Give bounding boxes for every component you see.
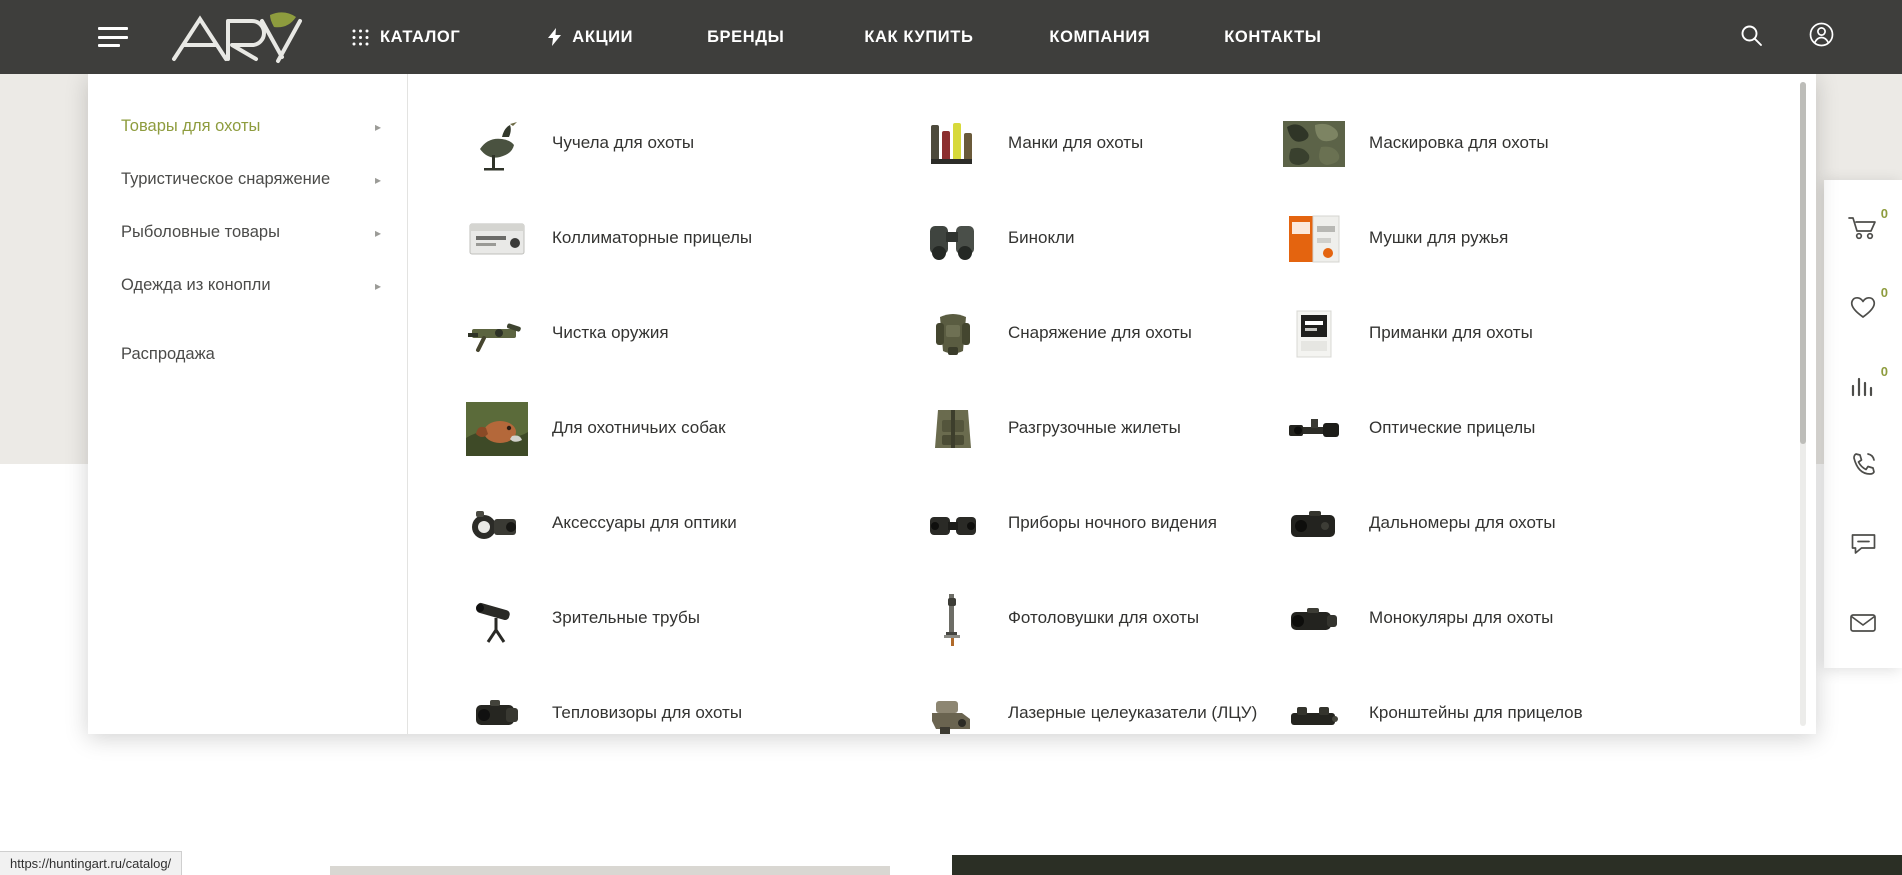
gun-cleaning-kit-thumb — [466, 303, 528, 365]
category-item-lures[interactable] — [1277, 286, 1816, 381]
phone-icon — [1850, 451, 1877, 478]
category-item-rangefinders[interactable] — [1277, 476, 1816, 571]
chevron-right-icon: ▸ — [374, 119, 381, 134]
page-background-strip — [330, 866, 890, 875]
sidebar-item-label: Туристическое снаряжение — [121, 170, 331, 188]
category-label: Фотоловушки для охоты — [1008, 608, 1200, 628]
category-label: Разгрузочные жилеты — [1008, 418, 1181, 438]
nav-label: КОНТАКТЫ — [1224, 27, 1322, 46]
thermal-imager-thumb — [466, 683, 528, 735]
nav-item-catalog[interactable] — [352, 28, 460, 47]
category-label: Снаряжение для охоты — [1008, 323, 1192, 343]
browser-status-bar — [0, 851, 182, 875]
scope-mount-thumb — [1283, 683, 1345, 735]
duck-decoy-thumb — [466, 113, 528, 175]
nav-item-company[interactable] — [1049, 28, 1150, 47]
catalog-scrollbar[interactable] — [1800, 82, 1806, 726]
category-label: Оптические прицелы — [1369, 418, 1536, 438]
nav-label: БРЕНДЫ — [707, 27, 785, 46]
category-item-hunting-dogs[interactable] — [460, 381, 912, 476]
trail-camera-thumb — [922, 588, 984, 650]
red-dot-sight-box-thumb — [466, 208, 528, 270]
category-label: Коллиматорные прицелы — [552, 228, 753, 248]
category-label: Аксессуары для оптики — [552, 513, 737, 533]
sidebar-item-hunting[interactable] — [88, 100, 407, 153]
chevron-right-icon: ▸ — [374, 225, 381, 240]
catalog-sidebar — [88, 74, 408, 734]
catalog-dropdown — [88, 74, 1816, 734]
sidebar-item-label: Одежда из конопли — [121, 276, 271, 294]
nav-item-contacts[interactable] — [1224, 28, 1321, 47]
chevron-right-icon: ▸ — [374, 172, 381, 187]
category-item-optics-accessories[interactable] — [460, 476, 912, 571]
category-item-shotgun-beads[interactable] — [1277, 191, 1816, 286]
category-label: Лазерные целеуказатели (ЛЦУ) — [1008, 703, 1258, 723]
rail-item-cart[interactable] — [1824, 188, 1902, 267]
account-icon[interactable] — [1809, 22, 1834, 52]
category-item-spotting-scopes[interactable] — [460, 571, 912, 666]
sidebar-item-label: Рыболовные товары — [121, 223, 280, 241]
hunting-gear-thumb — [922, 303, 984, 365]
tactical-vest-thumb — [922, 398, 984, 460]
category-label: Бинокли — [1008, 228, 1075, 248]
category-item-camouflage[interactable] — [1277, 96, 1816, 191]
header-icon-group — [1693, 22, 1834, 52]
category-label: Монокуляры для охоты — [1369, 608, 1554, 628]
rail-item-favorites[interactable] — [1824, 267, 1902, 346]
category-label: Дальномеры для охоты — [1369, 513, 1556, 533]
category-item-binoculars[interactable] — [912, 191, 1277, 286]
nav-label: КОМПАНИЯ — [1049, 27, 1151, 46]
nav-label: КАТАЛОГ — [380, 27, 461, 46]
sidebar-item-tourism[interactable] — [88, 153, 407, 206]
nav-label: АКЦИИ — [572, 27, 634, 46]
binoculars-thumb — [922, 208, 984, 270]
category-label: Манки для охоты — [1008, 133, 1144, 153]
category-item-scope-mounts[interactable] — [1277, 666, 1816, 734]
sidebar-item-hemp-clothing[interactable] — [88, 259, 407, 312]
category-label: Тепловизоры для охоты — [552, 703, 743, 723]
category-item-night-vision[interactable] — [912, 476, 1277, 571]
category-label: Чучела для охоты — [552, 133, 695, 153]
category-item-red-dot-sights[interactable] — [460, 191, 912, 286]
nav-item-how-to-buy[interactable] — [864, 28, 973, 47]
main-navigation — [352, 28, 1693, 47]
laser-designator-thumb — [922, 683, 984, 735]
category-item-gun-cleaning[interactable] — [460, 286, 912, 381]
grid-icon — [352, 29, 369, 46]
site-header — [0, 0, 1902, 74]
catalog-category-grid — [460, 96, 1816, 734]
category-label: Мушки для ружья — [1369, 228, 1509, 248]
category-item-decoys[interactable] — [460, 96, 912, 191]
chat-icon — [1850, 531, 1877, 556]
category-label: Кронштейны для прицелов — [1369, 703, 1583, 723]
sidebar-item-label: Товары для охоты — [121, 117, 261, 135]
chevron-right-icon: ▸ — [374, 278, 381, 293]
shopping-cart-icon — [1848, 215, 1878, 241]
sidebar-item-label: Распродажа — [121, 345, 215, 363]
category-item-thermal-imagers[interactable] — [460, 666, 912, 734]
lightning-icon — [548, 28, 561, 46]
category-item-tactical-vests[interactable] — [912, 381, 1277, 476]
hunting-lure-bottle-thumb — [1283, 303, 1345, 365]
envelope-icon — [1849, 612, 1877, 634]
category-item-laser-designators[interactable] — [912, 666, 1277, 734]
compare-bars-icon — [1850, 374, 1876, 398]
rail-item-chat[interactable] — [1824, 504, 1902, 583]
status-bar-url: https://huntingart.ru/catalog/ — [10, 856, 172, 871]
category-item-trail-cameras[interactable] — [912, 571, 1277, 666]
page-background-banner — [952, 855, 1902, 875]
category-label: Чистка оружия — [552, 323, 669, 343]
hunting-dog-thumb — [466, 398, 528, 460]
hamburger-menu-icon[interactable] — [98, 27, 128, 47]
monocular-thumb — [1283, 588, 1345, 650]
favorites-badge: 0 — [1880, 285, 1888, 300]
night-vision-thumb — [922, 493, 984, 555]
category-item-game-calls[interactable] — [912, 96, 1277, 191]
spotting-scope-thumb — [466, 588, 528, 650]
sidebar-divider — [88, 312, 407, 328]
compare-badge: 0 — [1880, 364, 1888, 379]
catalog-scrollbar-thumb[interactable] — [1800, 82, 1806, 444]
camouflage-net-thumb — [1283, 113, 1345, 175]
category-label: Маскировка для охоты — [1369, 133, 1549, 153]
nav-item-promotions[interactable] — [548, 28, 633, 47]
category-item-monoculars[interactable] — [1277, 571, 1816, 666]
nav-label: КАК КУПИТЬ — [864, 27, 974, 46]
category-item-hunting-gear[interactable] — [912, 286, 1277, 381]
category-label: Приборы ночного видения — [1008, 513, 1217, 533]
sidebar-item-fishing[interactable] — [88, 206, 407, 259]
heart-icon — [1849, 294, 1877, 320]
rail-item-callback[interactable] — [1824, 425, 1902, 504]
category-item-riflescopes[interactable] — [1277, 381, 1816, 476]
game-calls-thumb — [922, 113, 984, 175]
rail-item-email[interactable] — [1824, 583, 1902, 662]
riflescope-thumb — [1283, 398, 1345, 460]
search-icon[interactable] — [1739, 23, 1763, 52]
category-label: Для охотничьих собак — [552, 418, 726, 438]
category-label: Зрительные трубы — [552, 608, 700, 628]
catalog-category-panel — [408, 74, 1816, 734]
side-action-rail — [1824, 180, 1902, 668]
nav-item-brands[interactable] — [707, 28, 784, 47]
sidebar-item-sale[interactable] — [88, 328, 407, 381]
rangefinder-thumb — [1283, 493, 1345, 555]
cart-badge: 0 — [1880, 206, 1888, 221]
site-logo[interactable] — [166, 9, 316, 65]
optics-accessory-thumb — [466, 493, 528, 555]
rail-item-compare[interactable] — [1824, 346, 1902, 425]
category-label: Приманки для охоты — [1369, 323, 1533, 343]
shotgun-bead-pack-thumb — [1283, 208, 1345, 270]
